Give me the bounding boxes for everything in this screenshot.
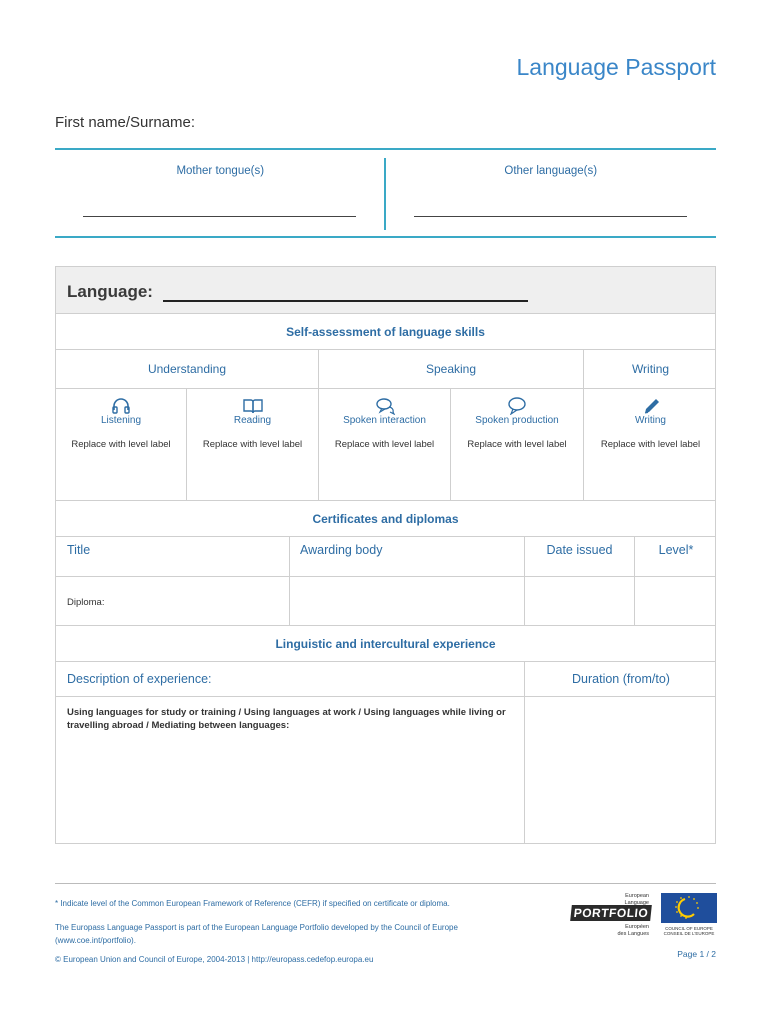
experience-duration-cell[interactable] bbox=[525, 697, 717, 844]
cefr-note: * Indicate level of the Common European Framework of Reference (CEFR) if specified on certificate or diploma. bbox=[55, 899, 450, 908]
col-level-label: Level* bbox=[658, 543, 694, 557]
skill-label: Listening bbox=[100, 415, 142, 426]
elp-logo-word: PORTFOLIO bbox=[570, 905, 652, 921]
mother-tongue-column bbox=[55, 150, 386, 236]
speaking-label: Speaking bbox=[425, 362, 477, 376]
col-title bbox=[56, 537, 290, 576]
mother-tongue-field[interactable] bbox=[83, 216, 356, 217]
elp-bottom-text-2: des Langues bbox=[617, 930, 649, 937]
certificates-title-row bbox=[56, 501, 715, 537]
coe-flag bbox=[661, 893, 717, 923]
chat-bubbles-icon bbox=[374, 397, 396, 415]
experience-description-cell[interactable] bbox=[56, 697, 525, 844]
experience-header-row bbox=[56, 662, 715, 697]
level-cell[interactable] bbox=[319, 431, 451, 500]
col-description bbox=[56, 662, 525, 696]
speech-bubble-icon bbox=[506, 397, 528, 415]
self-assessment-row bbox=[56, 314, 715, 350]
cert-level-cell[interactable] bbox=[635, 577, 717, 625]
writing-group bbox=[584, 350, 717, 388]
skill-label: Reading bbox=[233, 415, 272, 426]
name-label: First name/Surname: bbox=[55, 114, 196, 131]
levels-row bbox=[56, 431, 715, 501]
experience-body-row bbox=[56, 697, 715, 844]
coe-logo-text bbox=[661, 926, 717, 936]
elp-top-text-1: European bbox=[625, 893, 649, 899]
skill-listening bbox=[56, 389, 187, 431]
other-languages-field[interactable] bbox=[414, 216, 687, 217]
cert-date-cell[interactable] bbox=[525, 577, 635, 625]
elp-top-text-2: Language bbox=[624, 899, 649, 906]
col-level bbox=[635, 537, 717, 576]
col-awarding-body-label: Awarding body bbox=[300, 543, 383, 557]
mother-tongue-label: Mother tongue(s) bbox=[176, 165, 265, 177]
coe-text-1: COUNCIL OF EUROPE bbox=[665, 926, 713, 931]
footer-divider bbox=[55, 883, 716, 884]
council-of-europe-logo bbox=[661, 893, 717, 939]
language-header bbox=[56, 267, 715, 314]
skill-label: Writing bbox=[635, 415, 666, 426]
language-section bbox=[55, 266, 716, 844]
cert-title-cell[interactable] bbox=[56, 577, 290, 625]
pencil-icon bbox=[640, 397, 662, 415]
skills-row bbox=[56, 389, 715, 431]
book-icon bbox=[242, 397, 264, 415]
page-title: Language Passport bbox=[516, 54, 716, 80]
experience-title: Linguistic and intercultural experience bbox=[275, 637, 496, 651]
language-label: Language: bbox=[67, 282, 153, 301]
skill-spoken-production bbox=[451, 389, 584, 431]
skill-label: Spoken interaction bbox=[343, 415, 426, 426]
speaking-group bbox=[319, 350, 584, 388]
experience-title-row bbox=[56, 626, 715, 662]
language-name-field[interactable] bbox=[163, 300, 528, 302]
level-cell[interactable] bbox=[187, 431, 319, 500]
level-cell[interactable] bbox=[584, 431, 717, 500]
portfolio-note-line1: The Europass Language Passport is part of the European Language Portfolio developed by the Council of Europe bbox=[55, 923, 458, 932]
cert-awarding-body-cell[interactable] bbox=[290, 577, 525, 625]
portfolio-note-line2[interactable]: (www.coe.int/portfolio). bbox=[55, 936, 136, 945]
other-languages-column bbox=[386, 150, 717, 236]
level-cell[interactable] bbox=[56, 431, 187, 500]
copyright[interactable]: © European Union and Council of Europe, 2004-2013 | http://europass.cedefop.europa.eu bbox=[55, 955, 374, 964]
skill-groups-row bbox=[56, 350, 715, 389]
experience-description-text: Using languages for study or training / Using languages at work / Using languages while living or travelling abroad / Mediating between languages: bbox=[67, 707, 506, 731]
coe-emblem-icon bbox=[661, 893, 717, 923]
level-label: Replace with level label bbox=[202, 439, 303, 450]
col-date-issued-label: Date issued bbox=[546, 543, 613, 557]
understanding-group bbox=[56, 350, 319, 388]
col-awarding-body bbox=[290, 537, 525, 576]
duration-label: Duration (from/to) bbox=[572, 672, 670, 686]
skill-writing bbox=[584, 389, 717, 431]
certificates-header-row bbox=[56, 537, 715, 577]
understanding-label: Understanding bbox=[147, 362, 227, 376]
level-label: Replace with level label bbox=[334, 439, 435, 450]
page-number: Page 1 / 2 bbox=[677, 949, 716, 959]
level-label: Replace with level label bbox=[71, 439, 171, 450]
level-label: Replace with level label bbox=[467, 439, 567, 450]
col-date-issued bbox=[525, 537, 635, 576]
skill-label: Spoken production bbox=[475, 415, 559, 426]
level-label: Replace with level label bbox=[600, 439, 701, 450]
skill-spoken-interaction bbox=[319, 389, 451, 431]
skill-reading bbox=[187, 389, 319, 431]
elp-bottom-text-1: Européen bbox=[625, 924, 649, 930]
cert-title-value: Diploma: bbox=[67, 597, 105, 608]
writing-group-label: Writing bbox=[631, 362, 670, 376]
table-row bbox=[56, 577, 715, 626]
self-assessment-title: Self-assessment of language skills bbox=[286, 325, 485, 339]
headphones-icon bbox=[110, 397, 132, 415]
coe-text-2: CONSEIL DE L'EUROPE bbox=[663, 931, 715, 936]
description-label: Description of experience: bbox=[67, 672, 212, 686]
col-title-label: Title bbox=[67, 543, 91, 557]
languages-band bbox=[55, 148, 716, 238]
col-duration bbox=[525, 662, 717, 696]
certificates-title: Certificates and diplomas bbox=[312, 512, 459, 526]
elp-logo bbox=[571, 893, 651, 939]
level-cell[interactable] bbox=[451, 431, 584, 500]
other-languages-label: Other language(s) bbox=[504, 165, 598, 177]
